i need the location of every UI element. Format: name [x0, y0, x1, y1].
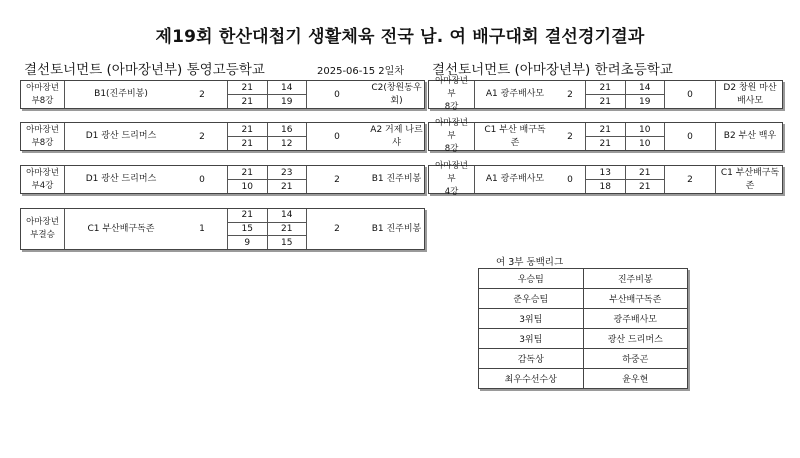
league-row [479, 309, 688, 329]
set-score-a: 21 [586, 95, 626, 108]
left-section-heading: 결선토너먼트 (아마장년부) 통영고등학교 [24, 62, 265, 78]
team-a-name: D1 광산 드리머스 [85, 174, 157, 184]
set-scores [227, 209, 307, 249]
set-score-a: 15 [228, 223, 268, 236]
set-row-2 [228, 223, 306, 237]
set-score-a: 21 [228, 166, 268, 179]
set-row-1 [586, 123, 664, 137]
league-title: 여 3부 동백리그 [496, 257, 564, 268]
set-score-b: 23 [281, 167, 293, 178]
award-label: 최우수선수상 [479, 369, 584, 389]
set-score-b: 10 [639, 124, 651, 135]
set-scores [227, 123, 307, 150]
set-score-a: 21 [228, 95, 268, 108]
award-winner: 광주배사모 [583, 309, 688, 329]
team-a-sets-won: 2 [199, 89, 205, 100]
league-row [479, 329, 688, 349]
set-score-b: 21 [639, 181, 651, 192]
set-scores [227, 166, 307, 193]
league-row [479, 349, 688, 369]
set-row-1 [228, 166, 306, 180]
team-b-name: A2 거제 나르샤 [370, 124, 423, 148]
right-match-3 [428, 161, 783, 197]
award-label: 준우승팀 [479, 289, 584, 309]
set-score-b: 19 [281, 96, 293, 107]
match-stage: 아마장년 부8강 [21, 123, 65, 150]
set-score-b: 19 [639, 96, 651, 107]
award-winner: 하중곤 [583, 349, 688, 369]
league-awards-table [478, 268, 688, 389]
team-a-name: A1 광주배사모 [485, 89, 545, 99]
award-label: 3위팀 [479, 309, 584, 329]
left-match-2 [20, 122, 425, 151]
set-score-b: 21 [281, 224, 293, 234]
team-b-sets-won: 0 [334, 89, 340, 100]
league-row [479, 269, 688, 289]
set-score-b: 14 [281, 82, 293, 93]
set-row-2 [228, 95, 306, 108]
set-score-a: 21 [228, 123, 268, 136]
award-winner: 광산 드리머스 [583, 329, 688, 349]
team-a-name: A1 광주배사모 [485, 174, 545, 184]
set-row-2 [228, 137, 306, 150]
team-b-sets-won: 2 [334, 174, 340, 185]
set-row-1 [586, 166, 664, 180]
set-row-1 [228, 81, 306, 95]
set-row-3 [228, 236, 306, 249]
left-match-1 [20, 80, 425, 109]
set-row-1 [228, 209, 306, 223]
award-label: 감독상 [479, 349, 584, 369]
team-b-sets-won: 0 [687, 89, 693, 100]
set-score-b: 14 [281, 210, 293, 221]
set-row-1 [228, 123, 306, 137]
set-score-a: 13 [586, 166, 626, 179]
set-score-a: 21 [228, 81, 268, 94]
set-scores [585, 81, 665, 108]
set-score-a: 18 [586, 180, 626, 193]
match-stage: 아마장년 부4강 [21, 166, 65, 193]
award-label: 우승팀 [479, 269, 584, 289]
page-title: 제19회 한산대첩기 생활체육 전국 남. 여 배구대회 결선경기결과 [155, 27, 645, 47]
set-score-b: 21 [281, 181, 293, 192]
set-scores [585, 123, 665, 150]
league-row [479, 289, 688, 309]
set-score-a: 21 [586, 123, 626, 136]
set-score-b: 14 [639, 82, 651, 93]
set-score-a: 10 [228, 180, 268, 193]
set-scores [227, 81, 307, 108]
set-score-b: 15 [281, 237, 293, 248]
right-match-2 [428, 118, 783, 154]
team-a-sets-won: 0 [199, 174, 205, 185]
team-b-name: D2 창원 마산 배사모 [715, 81, 784, 108]
set-score-a: 21 [586, 137, 626, 150]
team-b-sets-won: 0 [334, 131, 340, 142]
match-stage: 아마장년 부결승 [21, 209, 65, 249]
team-a-sets-won: 2 [199, 131, 205, 142]
set-score-a: 9 [228, 236, 268, 249]
team-b-sets-won: 2 [334, 224, 340, 234]
team-a-sets-won: 2 [567, 89, 573, 100]
right-match-1 [428, 76, 783, 112]
award-winner: 윤우현 [583, 369, 688, 389]
set-row-2 [586, 95, 664, 108]
league-row [479, 369, 688, 389]
set-score-a: 21 [586, 81, 626, 94]
team-b-name: B2 부산 백우 [715, 123, 784, 150]
match-stage: 아마장년부 8강 [429, 123, 475, 150]
match-stage: 아마장년부 4강 [429, 166, 475, 193]
match-stage: 아마장년부 8강 [429, 81, 475, 108]
team-b-name: B1 진주비봉 [371, 223, 422, 234]
team-b-name: C2(창원동우회) [371, 82, 422, 106]
set-score-b: 10 [639, 138, 651, 149]
team-a-name: C1 부산배구독존 [87, 223, 155, 234]
match-stage: 아마장년 부8강 [21, 81, 65, 108]
left-match-3 [20, 165, 425, 194]
left-match-4 [20, 208, 425, 250]
team-a-name: D1 광산 드리머스 [85, 131, 157, 141]
team-a-sets-won: 2 [567, 131, 573, 142]
set-score-a: 21 [228, 137, 268, 150]
right-section-heading: 결선토너먼트 (아마장년부) 한려초등학교 [432, 62, 673, 78]
set-row-2 [586, 180, 664, 193]
team-a-sets-won: 0 [567, 174, 573, 185]
award-winner: 부산배구독존 [583, 289, 688, 309]
set-row-2 [228, 180, 306, 193]
set-row-2 [586, 137, 664, 150]
set-scores [585, 166, 665, 193]
team-b-sets-won: 2 [687, 174, 693, 185]
award-label: 3위팀 [479, 329, 584, 349]
set-score-b: 21 [639, 167, 651, 178]
team-a-name: C1 부산 배구독 존 [484, 124, 546, 148]
set-score-b: 12 [281, 138, 293, 149]
set-score-a: 21 [228, 209, 268, 222]
set-score-b: 16 [281, 124, 293, 135]
set-row-1 [586, 81, 664, 95]
match-date: 2025-06-15 2일차 [317, 66, 404, 77]
team-b-name: B1 진주비봉 [371, 174, 422, 184]
team-b-sets-won: 0 [687, 131, 693, 142]
team-b-name: C1 부산배구독 존 [715, 166, 784, 193]
award-winner: 진주비봉 [583, 269, 688, 289]
team-a-name: B1(진주비봉) [94, 89, 148, 99]
team-a-sets-won: 1 [199, 224, 205, 234]
